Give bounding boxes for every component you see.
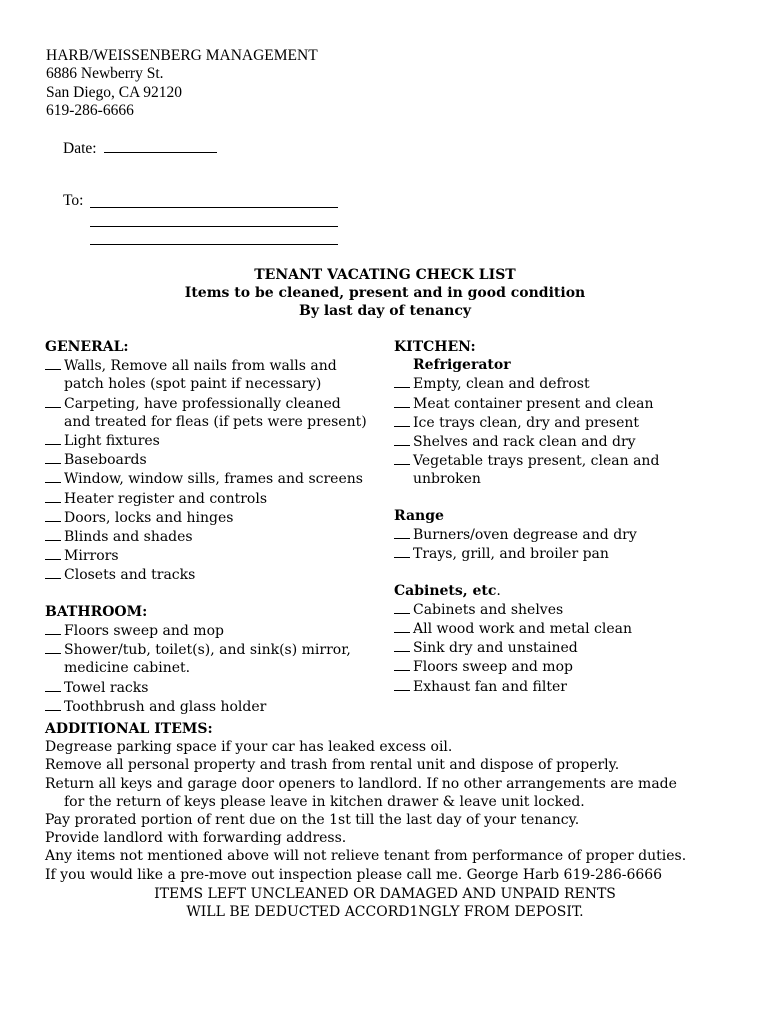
bathroom-item-text: Floors sweep and mop [64, 623, 224, 640]
date-field [63, 138, 217, 158]
title-line-3: By last day of tenancy [298, 303, 472, 319]
right-column [394, 338, 764, 696]
general-item [45, 546, 390, 565]
checkbox-blank[interactable] [394, 432, 410, 446]
additional-section [45, 720, 745, 884]
title-line-2: Items to be cleaned, present and in good condition [184, 285, 586, 301]
refrigerator-item [394, 451, 764, 470]
cabinets-heading-period: . [496, 582, 501, 599]
warning-line-2: WILL BE DEDUCTED ACCORD1NGLY FROM DEPOSIT. [186, 904, 584, 920]
refrigerator-item [394, 413, 764, 432]
general-item [45, 394, 390, 413]
general-item [45, 489, 390, 508]
general-item-text: Walls, Remove all nails from walls and [64, 358, 337, 375]
range-item [394, 544, 764, 563]
general-item-text: Baseboards [64, 452, 147, 469]
general-item-text: patch holes (spot paint if necessary) [64, 376, 322, 393]
general-item-text: and treated for fleas (if pets were present) [64, 413, 367, 430]
additional-heading: ADDITIONAL ITEMS: [45, 721, 213, 737]
cabinets-list [394, 600, 764, 696]
general-item-continuation [45, 413, 390, 431]
checkbox-blank[interactable] [394, 525, 410, 539]
checkbox-blank[interactable] [45, 621, 61, 635]
checkbox-blank[interactable] [45, 527, 61, 541]
range-item-text: Trays, grill, and broiler pan [413, 546, 609, 563]
additional-line: Return all keys and garage door openers to landlord. If no other arrangements are made [45, 775, 677, 792]
additional-line: Remove all personal property and trash from rental unit and dispose of properly. [45, 757, 620, 774]
range-item [394, 525, 764, 544]
checkbox-blank[interactable] [394, 451, 410, 465]
checkbox-blank[interactable] [45, 546, 61, 560]
general-item-text: Blinds and shades [64, 529, 193, 546]
checkbox-blank[interactable] [45, 356, 61, 370]
cabinets-heading-row [394, 582, 764, 600]
company-name: HARB/WEISSENBERG MANAGEMENT [46, 47, 318, 64]
checkbox-blank[interactable] [394, 677, 410, 691]
company-city: San Diego, CA 92120 [46, 84, 183, 101]
cabinets-item-text: Cabinets and shelves [413, 601, 564, 618]
cabinets-item [394, 677, 764, 696]
general-item-text: Doors, locks and hinges [64, 509, 234, 526]
refrigerator-item-text: Ice trays clean, dry and present [413, 414, 640, 431]
checkbox-blank[interactable] [394, 413, 410, 427]
range-item-text: Burners/oven degrease and dry [413, 527, 637, 544]
cabinets-item [394, 600, 764, 619]
bathroom-item [45, 640, 390, 659]
checkbox-blank[interactable] [45, 469, 61, 483]
warning-line-1: ITEMS LEFT UNCLEANED OR DAMAGED AND UNPAID RENTS [154, 886, 616, 902]
refrigerator-item-text: Meat container present and clean [413, 395, 654, 412]
bathroom-list [45, 621, 390, 716]
checkbox-blank[interactable] [45, 508, 61, 522]
general-item [45, 508, 390, 527]
checkbox-blank[interactable] [394, 638, 410, 652]
company-street: 6886 Newberry St. [46, 65, 164, 82]
general-item [45, 356, 390, 375]
cabinets-item-text: Exhaust fan and filter [413, 678, 567, 695]
to-blank-line-1[interactable] [90, 207, 338, 208]
refrigerator-item-text: Vegetable trays present, clean and [413, 453, 660, 470]
checkbox-blank[interactable] [394, 600, 410, 614]
refrigerator-item-text: unbroken [413, 471, 481, 488]
refrigerator-heading: Refrigerator [413, 357, 511, 374]
refrigerator-item [394, 394, 764, 413]
cabinets-item-text: Floors sweep and mop [413, 659, 573, 676]
cabinets-item-text: All wood work and metal clean [413, 621, 633, 638]
additional-line: Any items not mentioned above will not relieve tenant from performance of proper duties. [45, 848, 687, 865]
general-item-text: Window, window sills, frames and screens [64, 471, 363, 488]
title-line-1: TENANT VACATING CHECK LIST [254, 267, 516, 283]
general-item-continuation [45, 375, 390, 393]
refrigerator-item-text: Empty, clean and defrost [413, 376, 590, 393]
to-blank-line-2[interactable] [90, 226, 338, 227]
checkbox-blank[interactable] [45, 431, 61, 445]
kitchen-heading: KITCHEN: [394, 339, 476, 355]
general-list [45, 356, 390, 584]
additional-line: If you would like a pre-move out inspection please call me. George Harb 619-286-6666 [45, 866, 663, 883]
date-label: Date: [63, 140, 97, 157]
to-label: To: [63, 192, 84, 209]
general-item [45, 469, 390, 488]
bathroom-item-text: Towel racks [64, 679, 149, 696]
general-item-text: Light fixtures [64, 433, 160, 450]
checkbox-blank[interactable] [45, 678, 61, 692]
general-item-text: Carpeting, have professionally cleaned [64, 395, 341, 412]
left-column [45, 338, 390, 716]
bathroom-item [45, 621, 390, 640]
cabinets-heading: Cabinets, etc [394, 582, 497, 599]
additional-line: Pay prorated portion of rent due on the 1st till the last day of your tenancy. [45, 812, 580, 829]
bathroom-item-text: Toothbrush and glass holder [64, 698, 267, 715]
refrigerator-item [394, 432, 764, 451]
general-heading: GENERAL: [45, 339, 129, 355]
bathroom-item [45, 697, 390, 716]
general-item-text: Mirrors [64, 548, 119, 565]
checkbox-blank[interactable] [394, 657, 410, 671]
general-item-text: Closets and tracks [64, 567, 196, 584]
bathroom-item-continuation [45, 659, 390, 677]
refrigerator-item-text: Shelves and rack clean and dry [413, 434, 636, 451]
checkbox-blank[interactable] [45, 640, 61, 654]
bathroom-item [45, 678, 390, 697]
refrigerator-item-continuation [394, 470, 764, 488]
checkbox-blank[interactable] [394, 619, 410, 633]
additional-line: for the return of keys please leave in kitchen drawer & leave unit locked. [64, 793, 585, 810]
checkbox-blank[interactable] [45, 565, 61, 579]
refrigerator-list [394, 374, 764, 488]
checkbox-blank[interactable] [45, 394, 61, 408]
to-blank-line-3[interactable] [90, 244, 338, 245]
general-item-text: Heater register and controls [64, 490, 268, 507]
additional-line: Degrease parking space if your car has leaked excess oil. [45, 739, 453, 756]
bathroom-item-text: Shower/tub, toilet(s), and sink(s) mirror, [64, 642, 351, 659]
cabinets-item [394, 657, 764, 676]
checkbox-blank[interactable] [45, 697, 61, 711]
general-item [45, 431, 390, 450]
checkbox-blank[interactable] [394, 374, 410, 388]
cabinets-item-text: Sink dry and unstained [413, 640, 578, 657]
bathroom-item-text: medicine cabinet. [64, 660, 191, 677]
checkbox-blank[interactable] [394, 394, 410, 408]
checkbox-blank[interactable] [45, 489, 61, 503]
general-item [45, 565, 390, 584]
date-blank[interactable] [104, 138, 217, 153]
refrigerator-item [394, 374, 764, 393]
general-item [45, 527, 390, 546]
additional-line: Provide landlord with forwarding address. [45, 830, 347, 847]
bathroom-heading: BATHROOM: [45, 603, 148, 620]
cabinets-item [394, 619, 764, 638]
checkbox-blank[interactable] [394, 544, 410, 558]
general-item [45, 450, 390, 469]
range-list [394, 525, 764, 563]
company-phone: 619-286-6666 [46, 102, 134, 119]
range-heading: Range [394, 507, 444, 524]
cabinets-item [394, 638, 764, 657]
checkbox-blank[interactable] [45, 450, 61, 464]
